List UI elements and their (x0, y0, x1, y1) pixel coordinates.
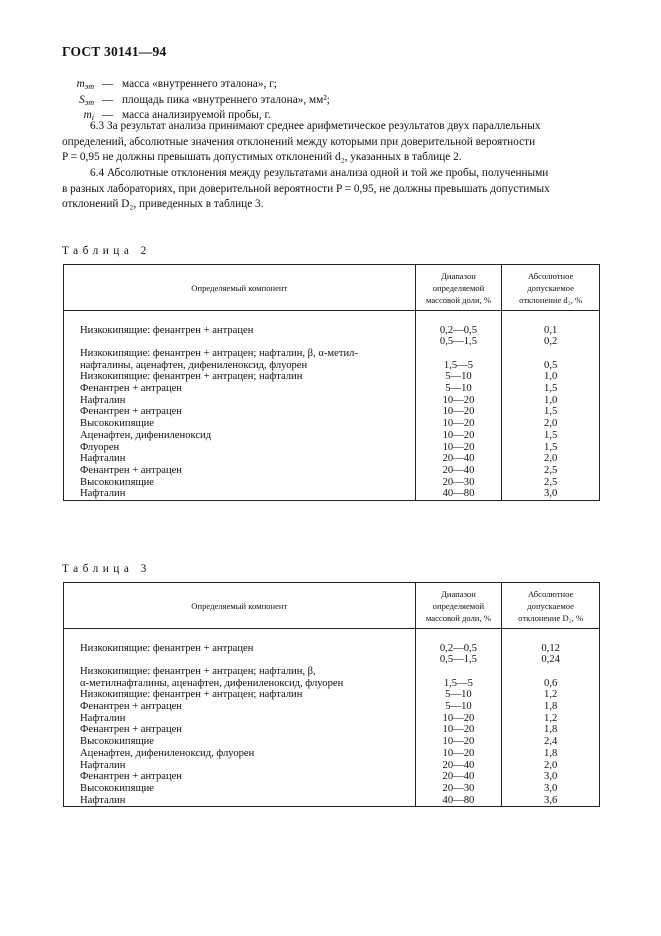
cell-line: 20—40 (442, 771, 475, 783)
cell-line: 2,0 (544, 453, 558, 465)
cell-line: Нафталин (80, 712, 126, 724)
cell-line: 0,12 (541, 642, 560, 654)
table-row (64, 748, 600, 760)
component-cell (64, 736, 416, 748)
deviation-cell (502, 430, 600, 442)
cell-line: Низкокипящие: фенантрен + антрацен; нафталин, β, (80, 665, 316, 677)
deviation-cell (502, 713, 600, 725)
deviation-cell (502, 395, 600, 407)
column-header-component: Определяемый компонент (64, 583, 416, 629)
cell-line: Низкокипящие: фенантрен + антрацен; нафталин, β, α-метил- (80, 347, 358, 359)
spacer-row (64, 311, 600, 325)
cell-line: 2,0 (544, 759, 558, 771)
deviation-cell (502, 701, 600, 713)
deviation-cell (502, 795, 600, 807)
paragraph-line: 6.4 Абсолютные отклонения между результатами анализа одной и той же пробы, полученными (90, 167, 549, 179)
definition-text: площадь пика «внутреннего эталона», мм²; (122, 93, 330, 106)
component-cell (64, 771, 416, 783)
paragraph-6-4 (62, 166, 600, 213)
table-row (64, 477, 600, 489)
deviation-cell (502, 643, 600, 666)
component-cell (64, 713, 416, 725)
deviation-cell (502, 724, 600, 736)
column-header-deviation: Абсолютное допускаемое отклонение D₂, % (502, 583, 600, 629)
table-2-caption: Таблица 2 (62, 245, 151, 257)
table-row (64, 325, 600, 348)
table-row (64, 395, 600, 407)
cell-line: 0,2 (544, 336, 558, 348)
table-row (64, 442, 600, 454)
table-row (64, 783, 600, 795)
range-cell (415, 666, 502, 689)
cell-line: α-метилнафталины, аценафтен, дифениленоксид, флуорен (80, 677, 344, 689)
cell-line: 2,4 (544, 736, 558, 748)
table-row (64, 643, 600, 666)
cell-line: 10—20 (442, 418, 475, 430)
range-cell (415, 325, 502, 348)
component-cell (64, 430, 416, 442)
cell-line: нафталины, аценафтен, дифениленоксид, флуорен (80, 359, 308, 371)
column-header-deviation: Абсолютное допускаемое отклонение d₂, % (502, 265, 600, 311)
definition-subscript: эт (84, 97, 94, 107)
cell-line: 10—20 (442, 429, 475, 441)
component-cell (64, 477, 416, 489)
range-cell (415, 348, 502, 371)
component-cell (64, 406, 416, 418)
document-header: ГОСТ 30141—94 (62, 44, 167, 59)
range-cell (415, 783, 502, 795)
table-row (64, 453, 600, 465)
range-cell (415, 465, 502, 477)
cell-line: Нафталин (80, 394, 126, 406)
range-cell (415, 643, 502, 666)
deviation-cell (502, 418, 600, 430)
paragraph-line: в разных лабораториях, при доверительной вероятности P = 0,95, не должны превышать допустимых (62, 182, 550, 195)
cell-line: 1,0 (544, 394, 558, 406)
table-row (64, 760, 600, 772)
cell-line: Низкокипящие: фенантрен + антрацен (80, 324, 254, 336)
cell-line: 3,6 (544, 794, 558, 806)
component-cell (64, 783, 416, 795)
component-cell (64, 666, 416, 689)
component-cell (64, 465, 416, 477)
table-3 (63, 582, 600, 807)
table-row (64, 488, 600, 500)
cell-line: 20—40 (442, 453, 475, 465)
cell-line: 0,2—0,5 (439, 642, 477, 654)
cell-line: Флуорен (80, 441, 120, 453)
cell-line: Фенантрен + антрацен (80, 771, 182, 783)
cell-line: 10—20 (442, 394, 475, 406)
cell-line: 1,8 (544, 724, 558, 736)
cell-line: 10—20 (442, 406, 475, 418)
definition-subscript: эт (84, 82, 94, 91)
cell-line: 0,24 (541, 654, 560, 666)
range-cell (415, 395, 502, 407)
cell-line: Низкокипящие: фенантрен + антрацен; нафталин (80, 371, 303, 383)
cell-line: 40—80 (442, 794, 475, 806)
component-cell (64, 689, 416, 701)
component-cell (64, 724, 416, 736)
cell-line: Нафталин (80, 794, 126, 806)
definition-symbol: m (76, 78, 85, 90)
component-cell (64, 383, 416, 395)
range-cell (415, 430, 502, 442)
range-cell (415, 689, 502, 701)
range-cell (415, 736, 502, 748)
column-header-range: Диапазон определяемой массовой доли, % (415, 265, 502, 311)
cell-line: 10—20 (442, 724, 475, 736)
deviation-cell (502, 760, 600, 772)
cell-line: Фенантрен + антрацен (80, 464, 182, 476)
cell-line: 3,0 (544, 488, 558, 500)
cell-line: 20—30 (442, 476, 475, 488)
spacer-row (64, 629, 600, 643)
range-cell (415, 383, 502, 395)
deviation-cell (502, 465, 600, 477)
cell-line: 5—10 (445, 371, 472, 383)
component-cell (64, 325, 416, 348)
table-row (64, 371, 600, 383)
cell-line: 1,5—5 (443, 677, 473, 689)
cell-line: 20—30 (442, 782, 475, 794)
deviation-cell (502, 771, 600, 783)
component-cell (64, 748, 416, 760)
table-row (64, 465, 600, 477)
table-row (64, 406, 600, 418)
cell-line: 1,5 (544, 441, 558, 453)
cell-line: 40—80 (442, 488, 475, 500)
range-cell (415, 701, 502, 713)
cell-line: 1,5 (544, 406, 558, 418)
component-cell (64, 701, 416, 713)
table-row (64, 724, 600, 736)
cell-line: Фенантрен + антрацен (80, 383, 182, 395)
cell-line: Низкокипящие: фенантрен + антрацен (80, 642, 254, 654)
range-cell (415, 724, 502, 736)
cell-line: 5—10 (445, 383, 472, 395)
deviation-cell (502, 442, 600, 454)
range-cell (415, 760, 502, 772)
deviation-cell (502, 348, 600, 371)
range-cell (415, 713, 502, 725)
cell-line: Высококипящие (80, 476, 154, 488)
range-cell (415, 488, 502, 500)
table-row (64, 795, 600, 807)
cell-line: 5—10 (445, 701, 472, 713)
table-row (64, 348, 600, 371)
cell-line: 20—40 (442, 464, 475, 476)
cell-line: 1,5 (544, 383, 558, 395)
cell-line: 10—20 (442, 441, 475, 453)
component-cell (64, 795, 416, 807)
cell-line: 10—20 (442, 712, 475, 724)
component-cell (64, 442, 416, 454)
deviation-cell (502, 689, 600, 701)
cell-line: 2,5 (544, 476, 558, 488)
definition-dash: — (102, 78, 114, 90)
range-cell (415, 795, 502, 807)
paragraph-6-3 (62, 119, 600, 166)
cell-line: 20—40 (442, 759, 475, 771)
range-cell (415, 771, 502, 783)
cell-line: Высококипящие (80, 782, 154, 794)
deviation-cell (502, 666, 600, 689)
table-row (64, 418, 600, 430)
cell-line: 5—10 (445, 689, 472, 701)
deviation-cell (502, 748, 600, 760)
cell-line: Фенантрен + антрацен (80, 701, 182, 713)
cell-line: 1,8 (544, 701, 558, 713)
cell-line: 0,5 (544, 359, 558, 371)
definition-symbol: S (79, 93, 85, 106)
deviation-cell (502, 453, 600, 465)
table-3-caption: Таблица 3 (62, 563, 151, 575)
deviation-cell (502, 371, 600, 383)
range-cell (415, 442, 502, 454)
definition-dash: — (102, 109, 114, 121)
component-cell (64, 643, 416, 666)
cell-line: 0,1 (544, 324, 558, 336)
table-row (64, 701, 600, 713)
paragraph-line: определений, абсолютные значения отклонений между которыми при доверительной вероятности (62, 135, 536, 148)
deviation-cell (502, 477, 600, 489)
range-cell (415, 406, 502, 418)
cell-line: Аценафтен, дифениленоксид, флуорен (80, 747, 255, 759)
cell-line: 0,2—0,5 (439, 324, 477, 336)
table-2 (63, 264, 600, 501)
paragraph-line: P = 0,95 не должны превышать допустимых отклонений d₂, указанных в таблице 2. (62, 151, 462, 164)
deviation-cell (502, 488, 600, 500)
table-row (64, 713, 600, 725)
component-cell (64, 348, 416, 371)
cell-line: Высококипящие (80, 736, 154, 748)
range-cell (415, 477, 502, 489)
component-cell (64, 760, 416, 772)
column-header-range: Диапазон определяемой массовой доли, % (415, 583, 502, 629)
definition-text: масса «внутреннего эталона», г; (122, 78, 277, 90)
table-row (64, 736, 600, 748)
cell-line: 1,8 (544, 747, 558, 759)
cell-line: 1,5—5 (443, 359, 474, 371)
paragraph-line: 6.3 За результат анализа принимают среднее арифметическое результатов двух параллельных (90, 120, 541, 132)
cell-line: 1,2 (544, 712, 558, 724)
deviation-cell (502, 783, 600, 795)
cell-line: Нафталин (80, 453, 126, 465)
component-cell (64, 395, 416, 407)
cell-line: 1,0 (544, 371, 558, 383)
component-cell (64, 488, 416, 500)
cell-line: 0,6 (544, 677, 558, 689)
table-row (64, 666, 600, 689)
cell-line: 0,5—1,5 (439, 336, 477, 348)
range-cell (415, 453, 502, 465)
table-row (64, 430, 600, 442)
component-cell (64, 453, 416, 465)
cell-line: Низкокипящие: фенантрен + антрацен; нафталин (80, 689, 303, 701)
cell-line: 10—20 (442, 736, 475, 748)
cell-line: 1,5 (544, 429, 558, 441)
cell-line: Аценафтен, дифениленоксид (80, 429, 212, 441)
range-cell (415, 418, 502, 430)
deviation-cell (502, 383, 600, 395)
column-header-component: Определяемый компонент (64, 265, 416, 311)
definition-subscript: i (91, 113, 94, 122)
range-cell (415, 371, 502, 383)
deviation-cell (502, 325, 600, 348)
definition-text: масса анализируемой пробы, г. (122, 109, 271, 121)
component-cell (64, 418, 416, 430)
deviation-cell (502, 736, 600, 748)
cell-line: 1,2 (544, 689, 558, 701)
paragraph-line: отклонений D₂, приведенных в таблице 3. (62, 198, 264, 211)
cell-line: 0,5—1,5 (439, 654, 477, 666)
component-cell (64, 371, 416, 383)
cell-line: 2,5 (544, 464, 558, 476)
range-cell (415, 748, 502, 760)
cell-line: Фенантрен + антрацен (80, 406, 182, 418)
cell-line: 3,0 (544, 771, 558, 783)
definition-symbol: m (83, 109, 92, 121)
cell-line: Нафталин (80, 759, 126, 771)
cell-line: 3,0 (544, 782, 558, 794)
deviation-cell (502, 406, 600, 418)
cell-line: 2,0 (544, 418, 558, 430)
table-row (64, 771, 600, 783)
cell-line: Фенантрен + антрацен (80, 724, 182, 736)
definition-dash: — (102, 93, 114, 106)
table-row (64, 689, 600, 701)
cell-line: Высококипящие (80, 418, 154, 430)
cell-line: 10—20 (442, 747, 475, 759)
cell-line: Нафталин (80, 488, 126, 500)
table-row (64, 383, 600, 395)
